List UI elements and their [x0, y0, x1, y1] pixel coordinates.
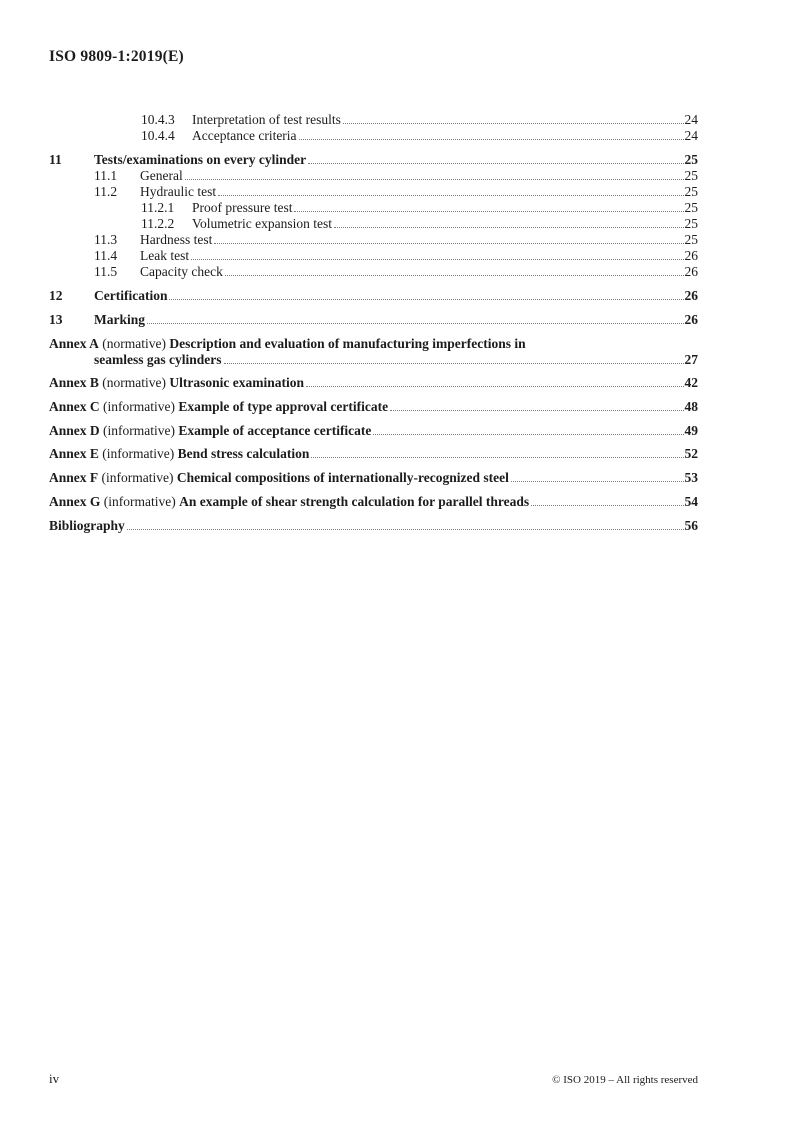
toc-entry-page: 27: [684, 351, 698, 367]
toc-entry-number: 10.4.3: [141, 112, 175, 127]
dot-leader: [218, 195, 683, 196]
toc-annex-a-continued[interactable]: [49, 352, 698, 368]
toc-entry-page: 56: [684, 517, 698, 533]
annex-label: Annex F: [49, 470, 99, 486]
toc-entry-page: 52: [684, 446, 698, 462]
toc-entry-page: 25: [684, 232, 698, 247]
annex-type: (informative): [103, 422, 175, 438]
annex-type: (informative): [102, 446, 175, 462]
toc-entry-page: 25: [684, 168, 698, 183]
annex-type: (informative): [103, 399, 175, 415]
dot-leader: [390, 410, 683, 411]
annex-title: Ultrasonic examination: [169, 375, 304, 391]
toc-annex-g[interactable]: [49, 494, 698, 510]
annex-title: Bend stress calculation: [177, 446, 310, 462]
dot-leader: [127, 529, 684, 530]
annex-title: An example of shear strength calculation for parallel threads: [179, 493, 530, 509]
toc-entry-number: 11.2.1: [141, 200, 175, 215]
annex-label: Annex E: [49, 446, 99, 462]
toc-annex-heading: [49, 494, 529, 510]
toc-annex-b[interactable]: [49, 375, 698, 391]
dot-leader: [214, 243, 683, 244]
toc-annex-heading: [49, 375, 304, 391]
toc-entry-title: Interpretation of test results: [192, 112, 341, 127]
toc-annex-f[interactable]: [49, 470, 698, 486]
dot-leader: [311, 457, 683, 458]
toc-entry-number: 12: [49, 288, 63, 303]
document-identifier: ISO 9809-1:2019(E): [49, 48, 184, 65]
toc-entry-number: 10.4.4: [141, 128, 175, 143]
toc-entry-title: Acceptance criteria: [192, 128, 297, 143]
toc-entry-page: 26: [684, 312, 698, 327]
annex-label: Annex B: [49, 375, 99, 391]
toc-annex-c[interactable]: [49, 399, 698, 415]
toc-entry-page: 25: [684, 216, 698, 231]
toc-annex-heading: [49, 423, 371, 439]
toc-entry-page: 48: [684, 399, 698, 415]
toc-entry-page: 24: [684, 112, 698, 127]
toc-entry-title: Proof pressure test: [192, 200, 293, 215]
copyright-notice: © ISO 2019 – All rights reserved: [552, 1074, 698, 1086]
toc-entry-title: Certification: [94, 288, 168, 303]
toc-entry-11[interactable]: [49, 152, 698, 168]
toc-entry-11-2-2[interactable]: [49, 216, 698, 232]
toc-entry-number: 11.1: [94, 168, 118, 183]
toc-entry-number: 11: [49, 152, 62, 167]
table-of-contents: [49, 112, 698, 534]
annex-type: (normative): [102, 335, 166, 351]
toc-annex-heading: [49, 470, 509, 486]
toc-annex-heading: [49, 446, 309, 462]
toc-entry-page: 49: [684, 422, 698, 438]
toc-entry-page: 24: [684, 128, 698, 143]
toc-entry-number: 11.4: [94, 248, 118, 263]
toc-entry-page: 25: [684, 184, 698, 199]
dot-leader: [334, 227, 684, 228]
annex-type: (normative): [102, 375, 166, 391]
toc-bibliography[interactable]: [49, 518, 698, 534]
annex-label: Annex C: [49, 399, 100, 415]
dot-leader: [531, 505, 683, 506]
annex-title: Example of type approval certificate: [178, 399, 389, 415]
toc-entry-title: Leak test: [140, 248, 190, 263]
dot-leader: [306, 386, 684, 387]
annex-title: Chemical compositions of internationally-recognized steel: [176, 470, 509, 486]
toc-entry-title: Bibliography: [49, 517, 125, 533]
toc-entry-11-4[interactable]: [49, 248, 698, 264]
toc-entry-11-3[interactable]: [49, 232, 698, 248]
toc-annex-heading: [49, 399, 388, 415]
toc-entry-number: 13: [49, 312, 63, 327]
toc-entry-11-2[interactable]: [49, 184, 698, 200]
toc-entry-11-1[interactable]: [49, 168, 698, 184]
toc-entry-12[interactable]: [49, 288, 698, 304]
dot-leader: [299, 139, 684, 140]
toc-entry-title: Volumetric expansion test: [192, 216, 332, 231]
toc-entry-page: 54: [684, 493, 698, 509]
dot-leader: [185, 179, 684, 180]
toc-entry-number: 11.2: [94, 184, 118, 199]
toc-annex-e[interactable]: [49, 446, 698, 462]
annex-label: Annex G: [49, 493, 101, 509]
toc-entry-page: 25: [684, 152, 698, 167]
dot-leader: [147, 323, 683, 324]
toc-entry-11-2-1[interactable]: [49, 200, 698, 216]
dot-leader: [308, 163, 683, 164]
toc-entry-title: Hydraulic test: [140, 184, 217, 199]
toc-entry-number: 11.2.2: [141, 216, 175, 231]
dot-leader: [224, 363, 684, 364]
toc-entry-page: 26: [684, 264, 698, 279]
dot-leader: [169, 299, 683, 300]
toc-annex-heading: [49, 336, 526, 352]
toc-entry-number: 11.5: [94, 264, 118, 279]
toc-entry-title: Marking: [94, 312, 146, 327]
toc-entry-page: 25: [684, 200, 698, 215]
page-number: iv: [49, 1071, 60, 1086]
dot-leader: [343, 123, 684, 124]
page-footer: [49, 1071, 698, 1087]
toc-entry-title: Tests/examinations on every cylinder: [94, 152, 307, 167]
toc-entry-10-4-4[interactable]: [49, 128, 698, 144]
toc-entry-11-5[interactable]: [49, 264, 698, 280]
annex-label: Annex D: [49, 422, 100, 438]
toc-entry-title: General: [140, 168, 183, 183]
toc-entry-title: Capacity check: [140, 264, 223, 279]
annex-title-continued: seamless gas cylinders: [94, 351, 222, 367]
dot-leader: [225, 275, 684, 276]
toc-entry-page: 53: [684, 470, 698, 486]
toc-entry-page: 26: [684, 288, 698, 303]
annex-title: Example of acceptance certificate: [178, 422, 372, 438]
toc-entry-13[interactable]: [49, 312, 698, 328]
toc-annex-d[interactable]: [49, 423, 698, 439]
annex-label: Annex A: [49, 335, 99, 351]
toc-entry-10-4-3[interactable]: [49, 112, 698, 128]
annex-type: (informative): [101, 470, 174, 486]
toc-entry-page: 42: [684, 375, 698, 391]
toc-entry-number: 11.3: [94, 232, 118, 247]
toc-entry-page: 26: [684, 248, 698, 263]
dot-leader: [511, 481, 684, 482]
toc-annex-a[interactable]: [49, 336, 698, 352]
annex-type: (informative): [103, 493, 176, 509]
dot-leader: [294, 211, 683, 212]
annex-title: Description and evaluation of manufacturing imperfections in: [169, 335, 526, 351]
dot-leader: [191, 259, 683, 260]
dot-leader: [373, 434, 683, 435]
toc-entry-title: Hardness test: [140, 232, 213, 247]
